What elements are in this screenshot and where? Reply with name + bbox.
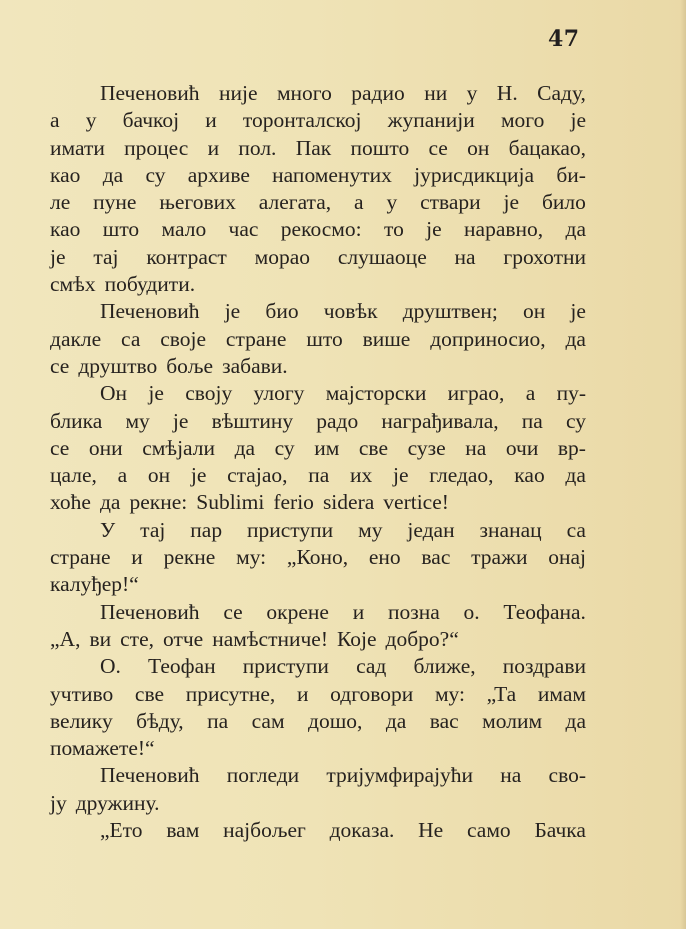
paragraph [50, 599, 586, 654]
text-line: се они смѣјали да су им све сузе на очи вр- [50, 435, 586, 460]
text-line: Печеновић се окрене и позна о. Теофана. [100, 599, 586, 624]
paragraph [50, 80, 586, 298]
paragraph [50, 380, 586, 516]
text-line: „А, ви сте, отче намѣстниче! Које добро?“ [50, 626, 459, 651]
paragraph [50, 298, 586, 380]
page-number: 47 [548, 26, 580, 52]
paragraph [50, 762, 586, 817]
text-line: ју дружину. [50, 790, 160, 815]
text-line: блика му је вѣштину радо награђивала, па су [50, 408, 586, 433]
text-line: хоће да рекне: Sublimi ferio sidera vertice! [50, 490, 449, 515]
text-line: помажете!“ [50, 736, 155, 761]
text-line: Печеновић је био човѣк друштвен; он је [100, 299, 586, 324]
text-line: је тај контраст морао слушаоце на грохотни [50, 244, 586, 269]
text-line: стране и рекне му: „Коно, ено вас тражи онај [50, 545, 586, 570]
text-line: О. Теофан приступи сад ближе, поздрави [100, 654, 586, 679]
paragraph [50, 653, 586, 762]
text-line: а у бачкој и торонталској жупанији мого је [50, 108, 586, 133]
text-line: Он је своју улогу мајсторски играо, а пу- [100, 381, 586, 406]
text-line: смѣх побудити. [50, 272, 196, 297]
text-line: се друштво боље забави. [50, 353, 288, 378]
text-line: ле пуне његових алегата, а у ствари је било [50, 190, 586, 215]
text-line: „Ето вам најбољег доказа. Не само Бачка [100, 818, 586, 843]
text-line: дакле са своје стране што више доприносио, да [50, 326, 586, 351]
text-line: као што мало час рекосмо: то је наравно, да [50, 217, 586, 242]
paragraph [50, 817, 586, 844]
text-line: велику бѣду, па сам дошо, да вас молим да [50, 708, 586, 733]
text-line: Печеновић није много радио ни у Н. Саду, [100, 81, 586, 105]
text-line: имати процес и пол. Пак пошто се он бацакао, [50, 135, 586, 160]
text-line: цале, а он је стајао, па их је гледао, као да [50, 463, 586, 488]
body-text [50, 80, 586, 844]
text-line: калуђер!“ [50, 572, 139, 597]
text-line: учтиво све присутне, и одговори му: „Та имам [50, 681, 586, 706]
text-line: као да су архиве напоменутих јурисдикција би- [50, 162, 586, 187]
text-line: Печеновић погледи тријумфирајући на сво- [100, 763, 586, 788]
text-line: У тај пар приступи му један знанац са [100, 517, 586, 542]
paragraph [50, 517, 586, 599]
